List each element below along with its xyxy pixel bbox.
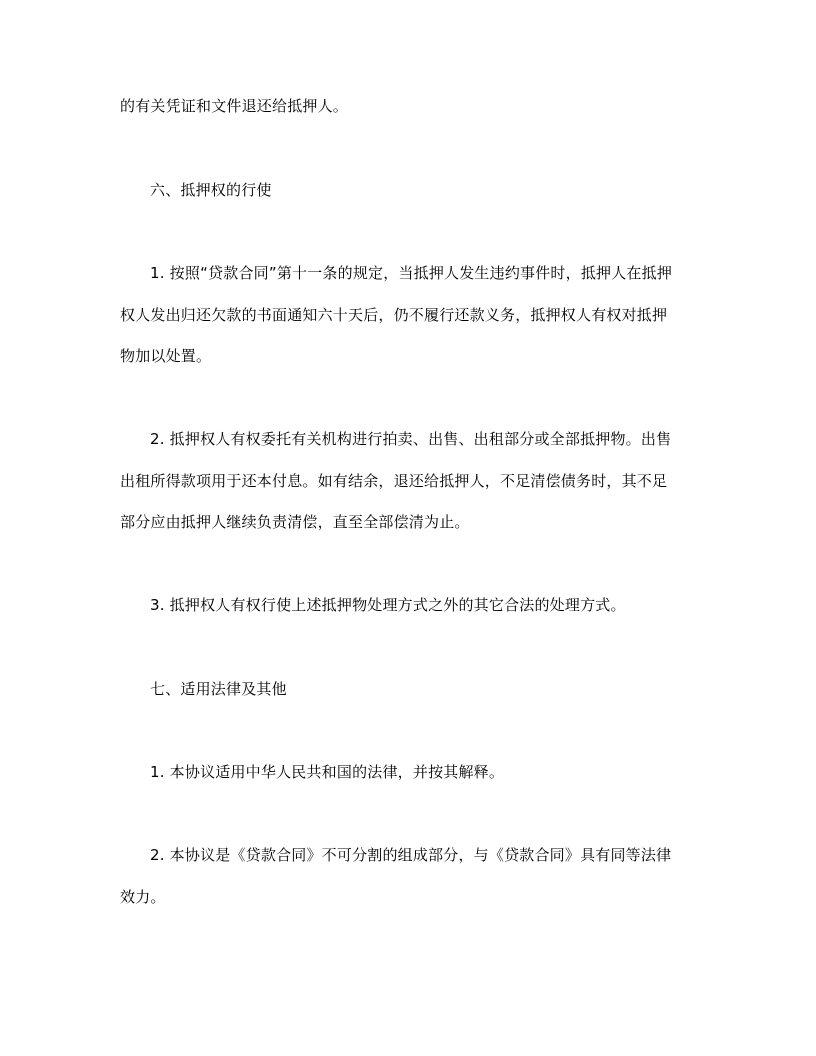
paragraph-line: 1. 按照“贷款合同”第十一条的规定，当抵押人发生违约事件时，抵押人在抵押	[150, 264, 673, 282]
paragraph-line: 物加以处置。	[120, 347, 212, 365]
paragraph-line: 2. 本协议是《贷款合同》不可分割的组成部分，与《贷款合同》具有同等法律	[150, 846, 672, 864]
section-heading: 七、适用法律及其他	[150, 680, 287, 698]
paragraph-line: 3. 抵押权人有权行使上述抵押物处理方式之外的其它合法的处理方式。	[150, 596, 626, 614]
paragraph-line: 部分应由抵押人继续负责清偿，直至全部偿清为止。	[120, 513, 470, 531]
paragraph-line: 的有关凭证和文件退还给抵押人。	[120, 97, 349, 115]
paragraph-line: 效力。	[120, 888, 166, 906]
paragraph-line: 2. 抵押权人有权委托有关机构进行拍卖、出售、出租部分或全部抵押物。出售	[150, 430, 672, 448]
paragraph-line: 权人发出归还欠款的书面通知六十天后，仍不履行还款义务，抵押权人有权对抵押	[120, 306, 668, 324]
paragraph-line: 出租所得款项用于还本付息。如有结余，退还给抵押人，不足清偿债务时，其不足	[120, 472, 668, 490]
paragraph-line: 1. 本协议适用中华人民共和国的法律，并按其解释。	[150, 763, 505, 781]
section-heading: 六、抵押权的行使	[150, 181, 272, 199]
